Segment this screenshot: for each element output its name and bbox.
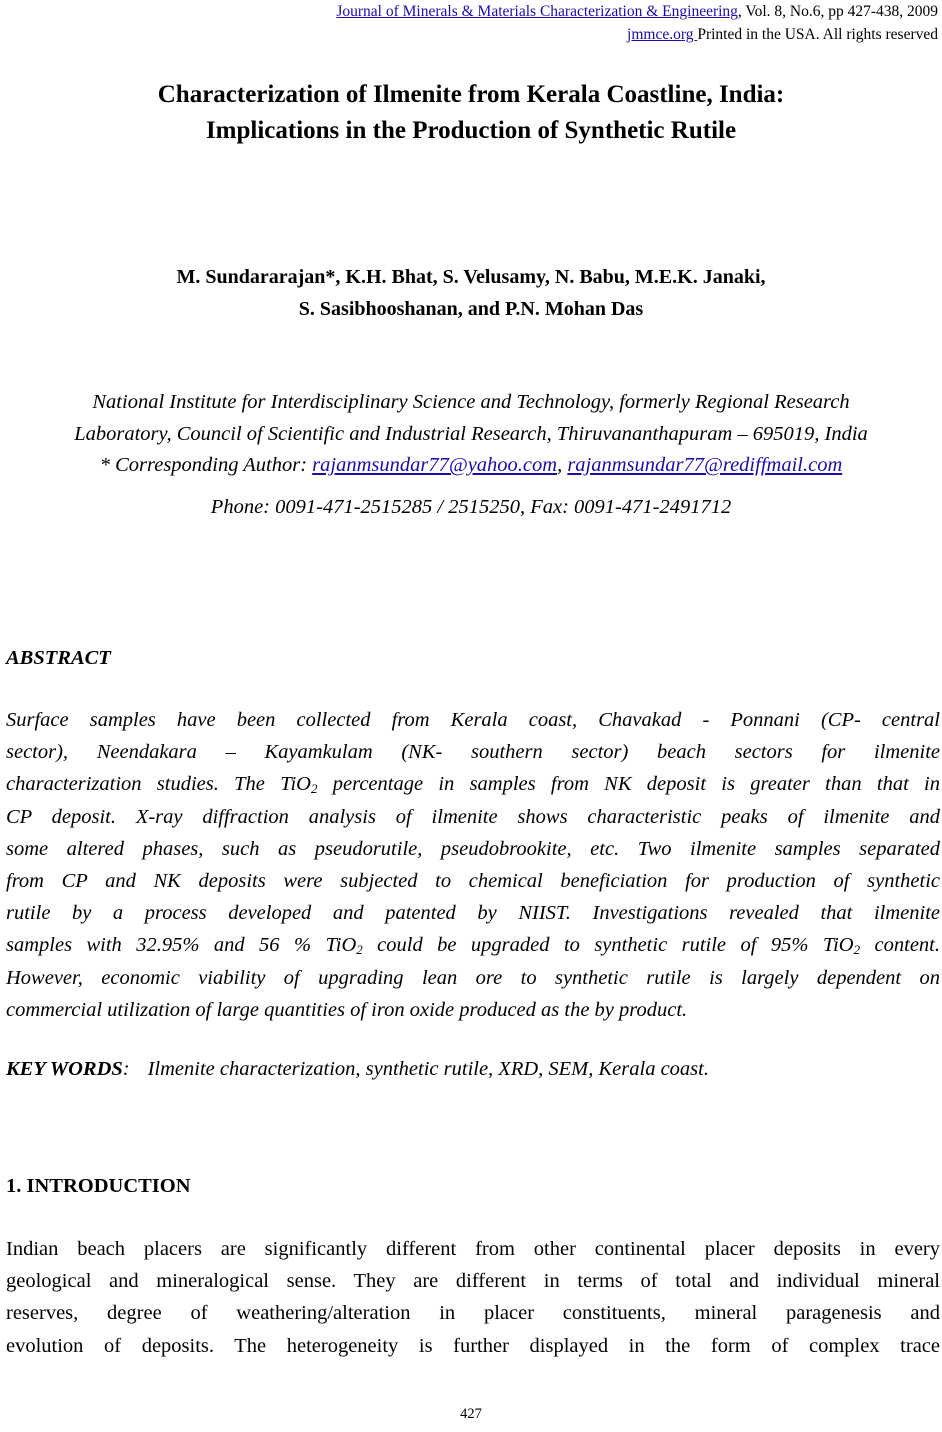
paper-title [0, 77, 942, 149]
paragraph-line: characterization studies. The TiO$_2$ percentage in samples from NK deposit is greater than that in [6, 773, 940, 797]
journal-link[interactable]: Journal of Minerals & Materials Characterization & Engineering [336, 3, 738, 20]
title-line-2: Implications in the Production of Synthetic Rutile [205, 117, 737, 144]
contact-phone-fax: Phone: 0091-471-2515285 / 2515250, Fax: 0091-471-2491712 [210, 496, 732, 518]
paragraph-line: However, economic viability of upgrading lean ore to synthetic rutile is largely dependent on [6, 966, 940, 989]
journal-header-line [336, 0, 938, 24]
paragraph-line: CP deposit. X-ray diffraction analysis of ilmenite shows characteristic peaks of ilmenite and [6, 805, 940, 828]
author-list [0, 261, 942, 325]
paragraph-line: rutile by a process developed and patented by NIIST. Investigations revealed that ilmenite [6, 902, 940, 925]
paragraph-line: Surface samples have been collected from Kerala coast, Chavakad - Ponnani (CP- central [6, 709, 940, 731]
paragraph-line: from CP and NK deposits were subjected to chemical beneficiation for production of synthetic [6, 869, 940, 892]
paragraph-line: commercial utilization of large quantities of iron oxide produced as the by product. [6, 998, 688, 1021]
site-link[interactable]: jmmce.org [627, 26, 698, 43]
subscript: 2 [356, 942, 363, 958]
keywords-separator: : [122, 1058, 130, 1080]
subscript: 2 [310, 781, 318, 797]
abstract-heading: ABSTRACT [6, 647, 111, 669]
page-number: 427 [460, 1406, 482, 1422]
paragraph-line: samples with 32.95% and 56 % TiO$_2$ could be upgraded to synthetic rutile of 95% TiO$_2$ content. [6, 934, 941, 958]
introduction-body [6, 1233, 940, 1362]
paragraph-line: sector), Neendakara – Kayamkulam (NK- southern sector) beach sectors for ilmenite [6, 741, 940, 764]
authors-line-2: S. Sasibhooshanan, and P.N. Mohan Das [298, 298, 644, 320]
site-header-line [627, 23, 938, 47]
corresponding-author [0, 450, 942, 482]
keywords [6, 1053, 709, 1085]
paragraph-line: Indian beach placers are significantly different from other continental placer deposits in every [6, 1238, 940, 1260]
paragraph-line: some altered phases, such as pseudorutile, pseudobrookite, etc. Two ilmenite samples separated [6, 837, 940, 860]
affiliation-line-1: National Institute for Interdisciplinary Science and Technology, formerly Regional Research [92, 391, 850, 413]
abstract-body [6, 704, 940, 1026]
subscript: 2 [853, 942, 861, 958]
affiliation-line-2: Laboratory, Council of Scientific and Industrial Research, Thiruvananthapuram – 695019, India [74, 422, 868, 445]
rights-statement: Printed in the USA. All rights reserved [697, 26, 938, 43]
introduction-heading: 1. INTRODUCTION [6, 1175, 191, 1197]
email-link-yahoo[interactable]: rajanmsundar77@yahoo.com [312, 454, 558, 476]
paragraph-line: reserves, degree of weathering/alteration in placer constituents, mineral paragenesis and [6, 1302, 940, 1325]
authors-line-1: M. Sundararajan*, K.H. Bhat, S. Velusamy, N. Babu, M.E.K. Janaki, [176, 266, 766, 288]
paragraph-line: geological and mineralogical sense. They are different in terms of total and individual mineral [6, 1270, 940, 1293]
paragraph-line: evolution of deposits. The heterogeneity is further displayed in the form of complex trace [6, 1334, 940, 1357]
journal-volume-info: , Vol. 8, No.6, pp 427-438, 2009 [737, 3, 938, 20]
keywords-text: Ilmenite characterization, synthetic rutile, XRD, SEM, Kerala coast. [147, 1058, 709, 1080]
email-separator: , [557, 454, 568, 476]
keywords-label: KEY WORDS [6, 1058, 123, 1080]
corresponding-label: * Corresponding Author: [99, 454, 313, 476]
email-link-rediffmail[interactable]: rajanmsundar77@rediffmail.com [567, 454, 843, 476]
affiliation-block [0, 387, 942, 482]
title-line-1: Characterization of Ilmenite from Kerala Coastline, India: [157, 81, 785, 108]
